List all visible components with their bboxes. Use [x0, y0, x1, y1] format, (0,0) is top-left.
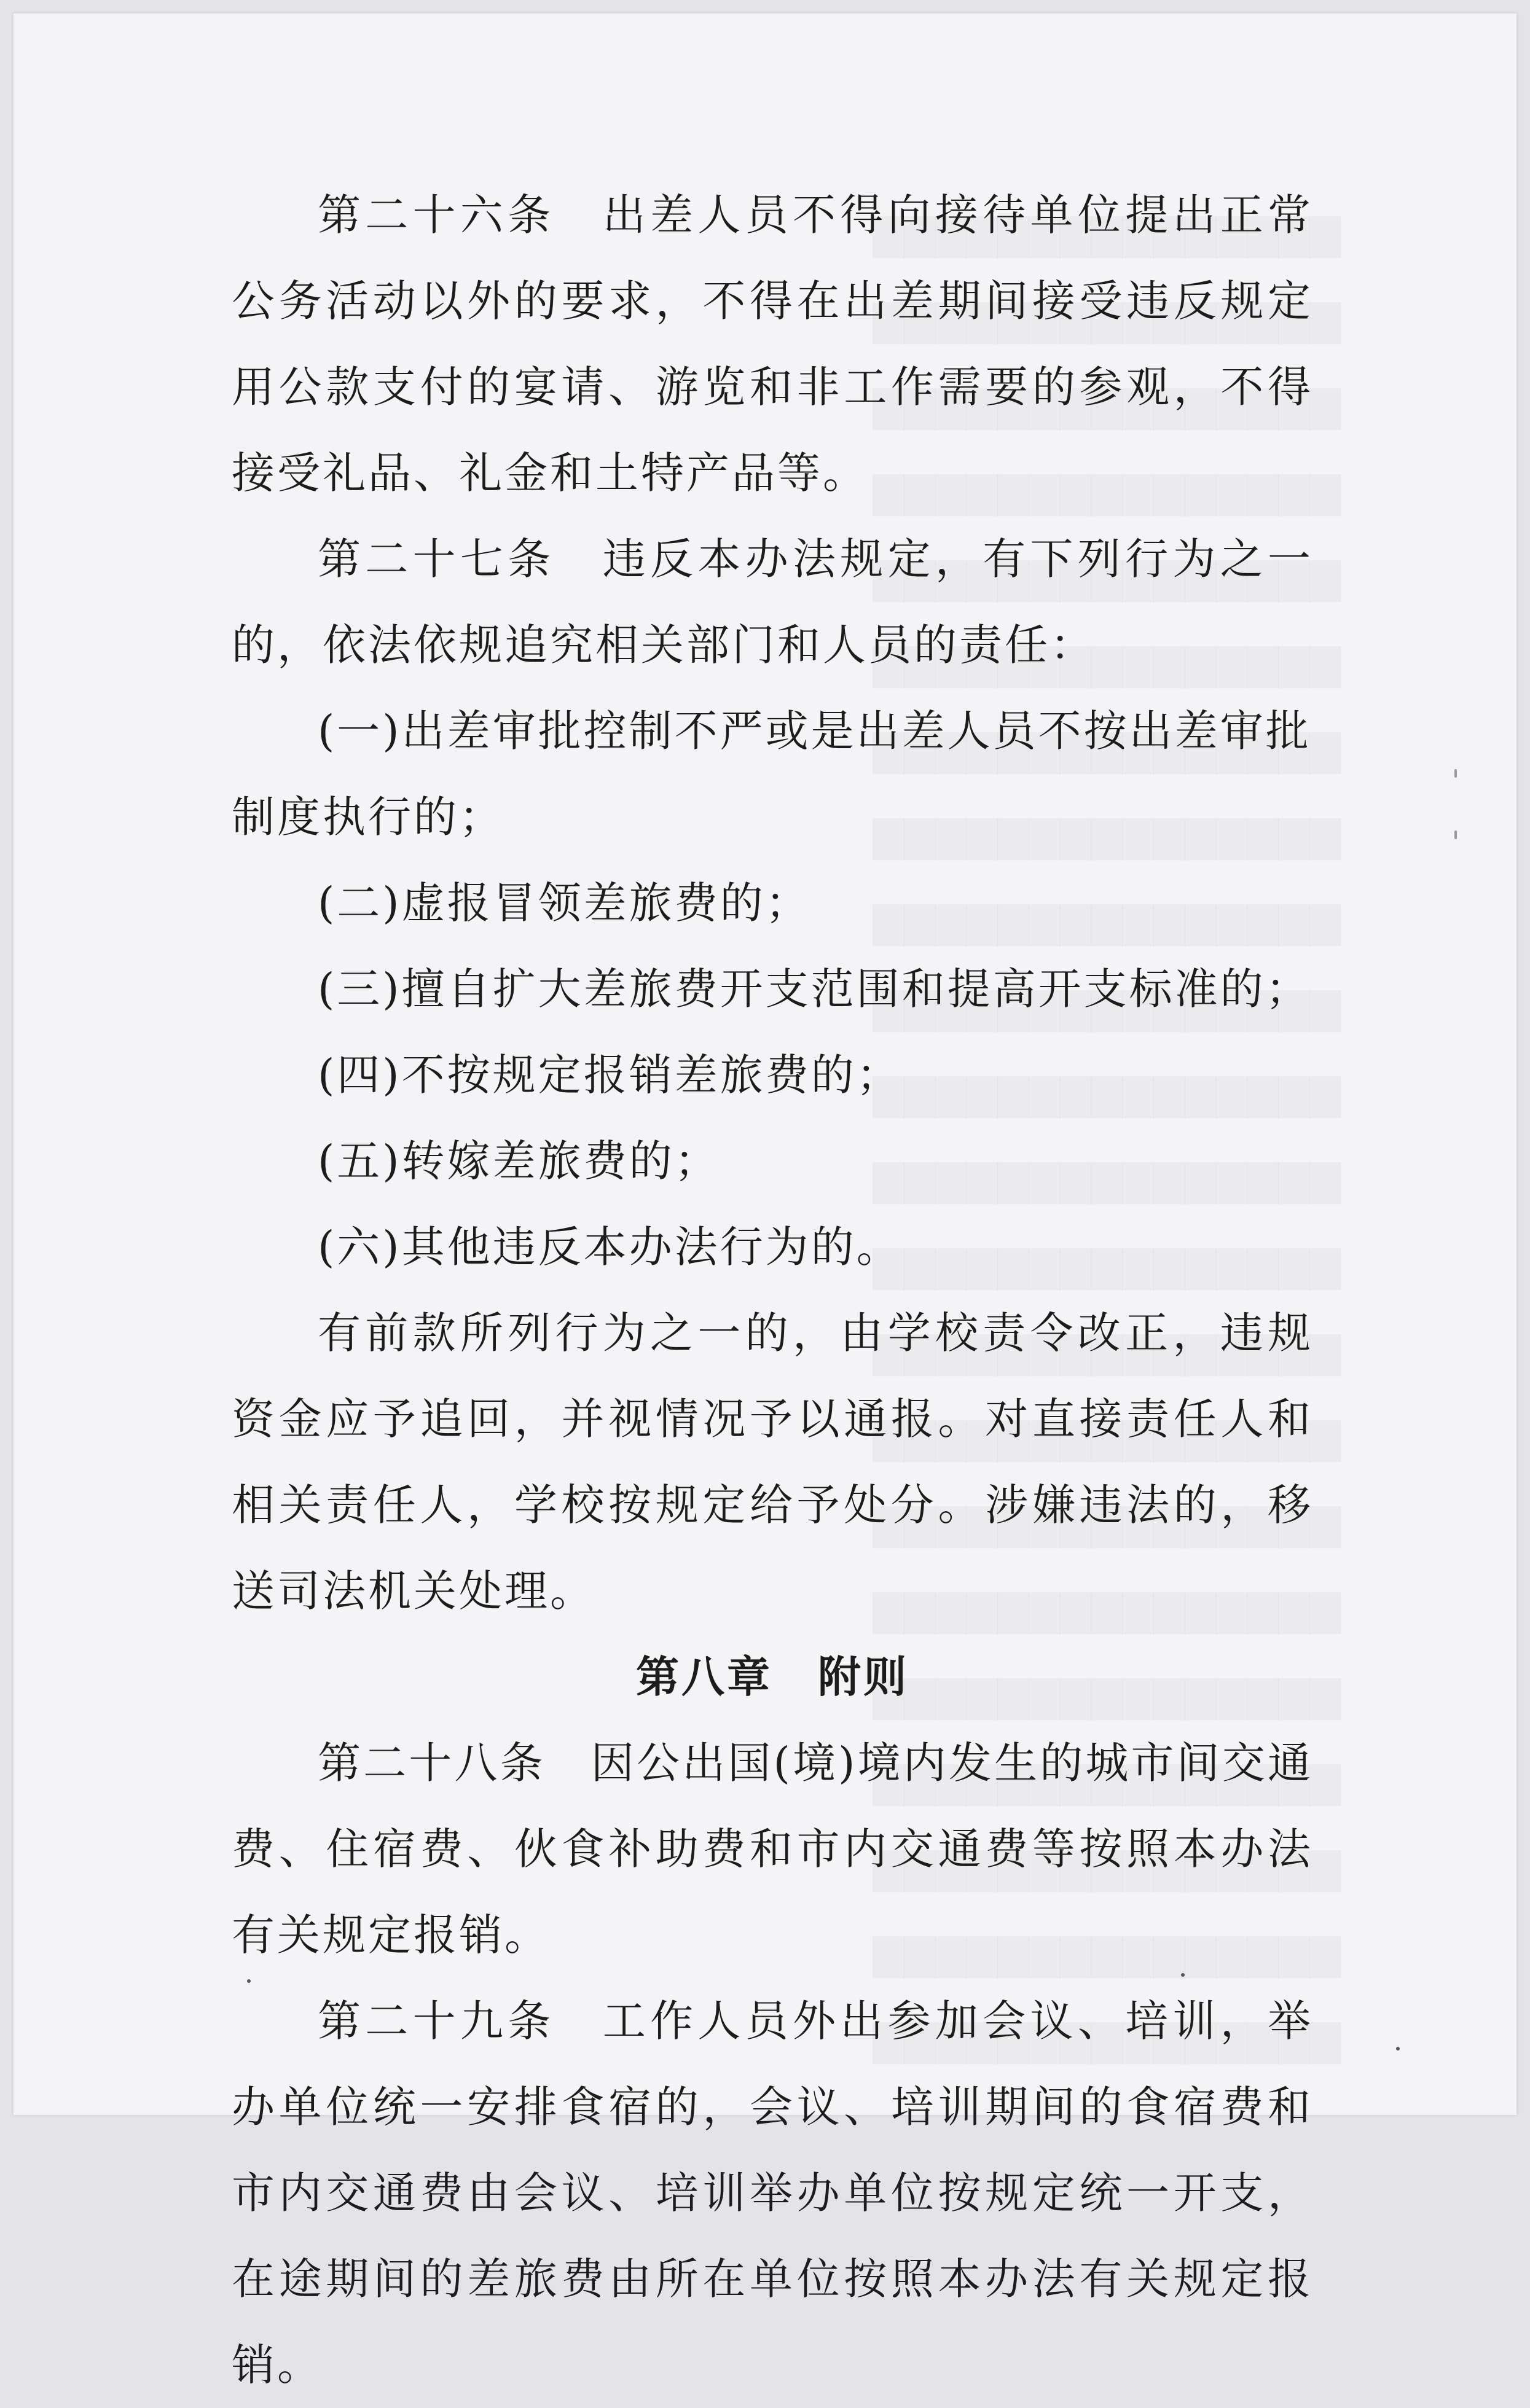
article-28: 第二十八条 因公出国(境)境内发生的城市间交通费、住宿费、伙食补助费和市内交通费等按照本办法有关规定报销。 — [232, 1738, 1313, 1960]
scan-speck — [1454, 831, 1457, 839]
article-27: 第二十七条 违反本办法规定，有下列行为之一的，依法依规追究相关部门和人员的责任： — [232, 534, 1313, 670]
article-26: 第二十六条 出差人员不得向接待单位提出正常公务活动以外的要求，不得在出差期间接受违反规定用公款支付的宴请、游览和非工作需要的参观，不得接受礼品、礼金和土特产品等。 — [232, 190, 1313, 498]
scan-speck — [1181, 1973, 1185, 1977]
article-29: 第二十九条 工作人员外出参加会议、培训，举办单位统一安排食宿的，会议、培训期间的食宿费和市内交通费由会议、培训举办单位按规定统一开支，在途期间的差旅费由所在单位按照本办法有关规定报销。 — [232, 1996, 1313, 2390]
scan-speck — [247, 1979, 251, 1983]
document-body — [232, 172, 1313, 2408]
list-item: (四)不按规定报销差旅费的； — [318, 1050, 902, 1100]
scan-speck — [1454, 769, 1457, 778]
chapter-title: 第八章 附则 — [636, 1651, 909, 1702]
list-item: (一)出差审批控制不严或是出差人员不按出差审批制度执行的； — [232, 706, 1311, 842]
penalty-paragraph: 有前款所列行为之一的，由学校责令改正，违规资金应予追回，并视情况予以通报。对直接责任人和相关责任人，学校按规定给予处分。涉嫌违法的，移送司法机关处理。 — [232, 1308, 1313, 1616]
list-item: (三)擅自扩大差旅费开支范围和提高开支标准的； — [318, 964, 1311, 1014]
list-item: (六)其他违反本办法行为的。 — [318, 1222, 902, 1272]
list-item: (五)转嫁差旅费的； — [318, 1136, 720, 1186]
list-item: (二)虚报冒领差旅费的； — [318, 878, 811, 928]
scanned-page — [14, 14, 1516, 2390]
scan-speck — [1396, 2047, 1400, 2050]
